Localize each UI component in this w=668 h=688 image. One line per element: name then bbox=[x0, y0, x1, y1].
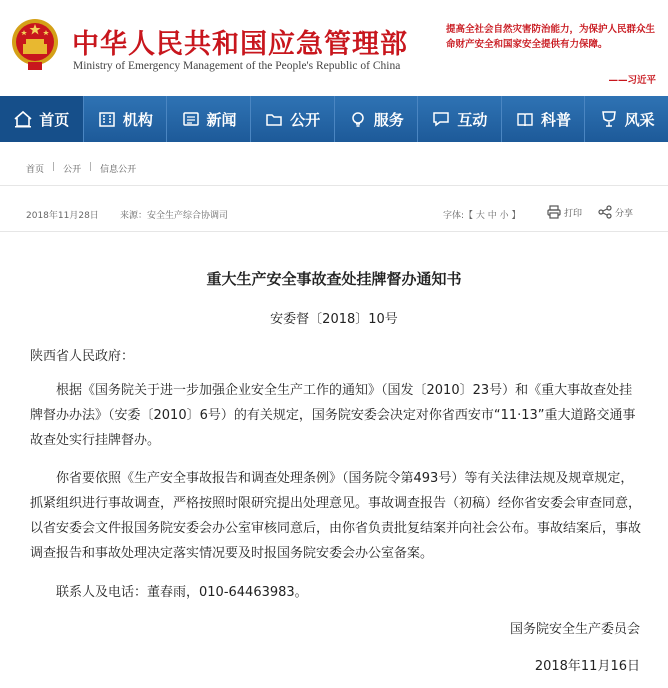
national-emblem-icon bbox=[10, 14, 60, 74]
breadcrumb-home[interactable]: 首页 bbox=[26, 165, 45, 175]
nav-item-science[interactable] bbox=[502, 96, 586, 142]
nav-item-service[interactable] bbox=[335, 96, 419, 142]
paragraph-2: 你省要依照《生产安全事故报告和调查处理条例》（国务院令第493号）等有关法律法规及规章规定，抓紧组织进行事故调查，严格按照时限研究提出处理意见。事故调查报告（初稿）经你省安委会审查同意，以省安委会文件报国务院安委会办公室审核同意后，由你省负责批复结案并向社会公布。事故结案后，事故调查报告和事故处理决定落实情况要及时报国务院安委会办公室备案。 bbox=[30, 471, 642, 561]
print-label: 打印 bbox=[564, 208, 583, 219]
nav-item-organization[interactable] bbox=[84, 96, 168, 142]
document-number: 安委督〔2018〕10号 bbox=[270, 312, 398, 327]
leader-quote: 提高全社会自然灾害防治能力，为保护人民群众生命财产安全和国家安全提供有力保障。 bbox=[446, 24, 656, 50]
chat-icon bbox=[431, 109, 451, 129]
nav-item-public[interactable] bbox=[251, 96, 335, 142]
nav-item-news[interactable] bbox=[167, 96, 251, 142]
quote-author: ——习近平 bbox=[608, 75, 656, 86]
news-icon bbox=[181, 109, 201, 129]
nav-label: 首页 bbox=[39, 110, 70, 129]
nav-item-style[interactable] bbox=[585, 96, 668, 142]
building-icon bbox=[97, 109, 117, 129]
article-meta bbox=[0, 186, 668, 232]
salutation: 陕西省人民政府： bbox=[30, 349, 135, 364]
nav-label: 公开 bbox=[290, 110, 321, 129]
contact-info: 联系人及电话：董春雨，010-64463983。 bbox=[56, 585, 308, 600]
breadcrumb bbox=[26, 162, 136, 175]
main-nav bbox=[0, 96, 668, 142]
signer: 国务院安全生产委员会 bbox=[509, 622, 640, 637]
service-icon bbox=[348, 109, 368, 129]
folder-icon bbox=[264, 109, 284, 129]
share-icon bbox=[598, 205, 612, 219]
article-source: 来源：安全生产综合协调司 bbox=[120, 211, 229, 221]
breadcrumb-bar bbox=[0, 142, 668, 186]
nav-label: 新闻 bbox=[206, 110, 237, 129]
share-button[interactable] bbox=[598, 205, 633, 219]
nav-label: 互动 bbox=[457, 110, 488, 129]
home-icon bbox=[13, 109, 33, 129]
sign-date: 2018年11月16日 bbox=[534, 659, 640, 674]
breadcrumb-info[interactable]: 信息公开 bbox=[100, 165, 137, 175]
medal-icon bbox=[599, 109, 619, 129]
share-label: 分享 bbox=[615, 208, 634, 219]
nav-item-interaction[interactable] bbox=[418, 96, 502, 142]
nav-label: 科普 bbox=[541, 110, 572, 129]
nav-item-home[interactable] bbox=[0, 96, 84, 142]
publish-date: 2018年11月28日 bbox=[26, 211, 99, 221]
breadcrumb-separator: | bbox=[52, 162, 56, 172]
article-title: 重大生产安全事故查处挂牌督办通知书 bbox=[206, 270, 462, 288]
paragraph-1: 根据《国务院关于进一步加强企业安全生产工作的通知》（国发〔2010〕23号）和《重大事故查处挂牌督办办法》（安委〔2010〕6号）的有关规定，国务院安委会决定对你省西安市“11·13”重大道路交通事故查处实行挂牌督办。 bbox=[30, 383, 636, 448]
nav-label: 机构 bbox=[122, 110, 153, 129]
breadcrumb-separator: | bbox=[89, 162, 93, 172]
printer-icon bbox=[547, 205, 561, 219]
site-title[interactable]: 中华人民共和国应急管理部 bbox=[72, 29, 408, 60]
breadcrumb-public[interactable]: 公开 bbox=[63, 165, 82, 175]
book-icon bbox=[515, 109, 535, 129]
nav-label: 服务 bbox=[373, 110, 404, 129]
site-header bbox=[0, 0, 668, 96]
font-size-control[interactable]: 字体:【 大 中 小 】 bbox=[443, 211, 521, 221]
nav-label: 风采 bbox=[624, 110, 655, 129]
site-subtitle: Ministry of Emergency Management of the People's Republic of China bbox=[73, 60, 401, 72]
print-button[interactable] bbox=[547, 205, 582, 219]
